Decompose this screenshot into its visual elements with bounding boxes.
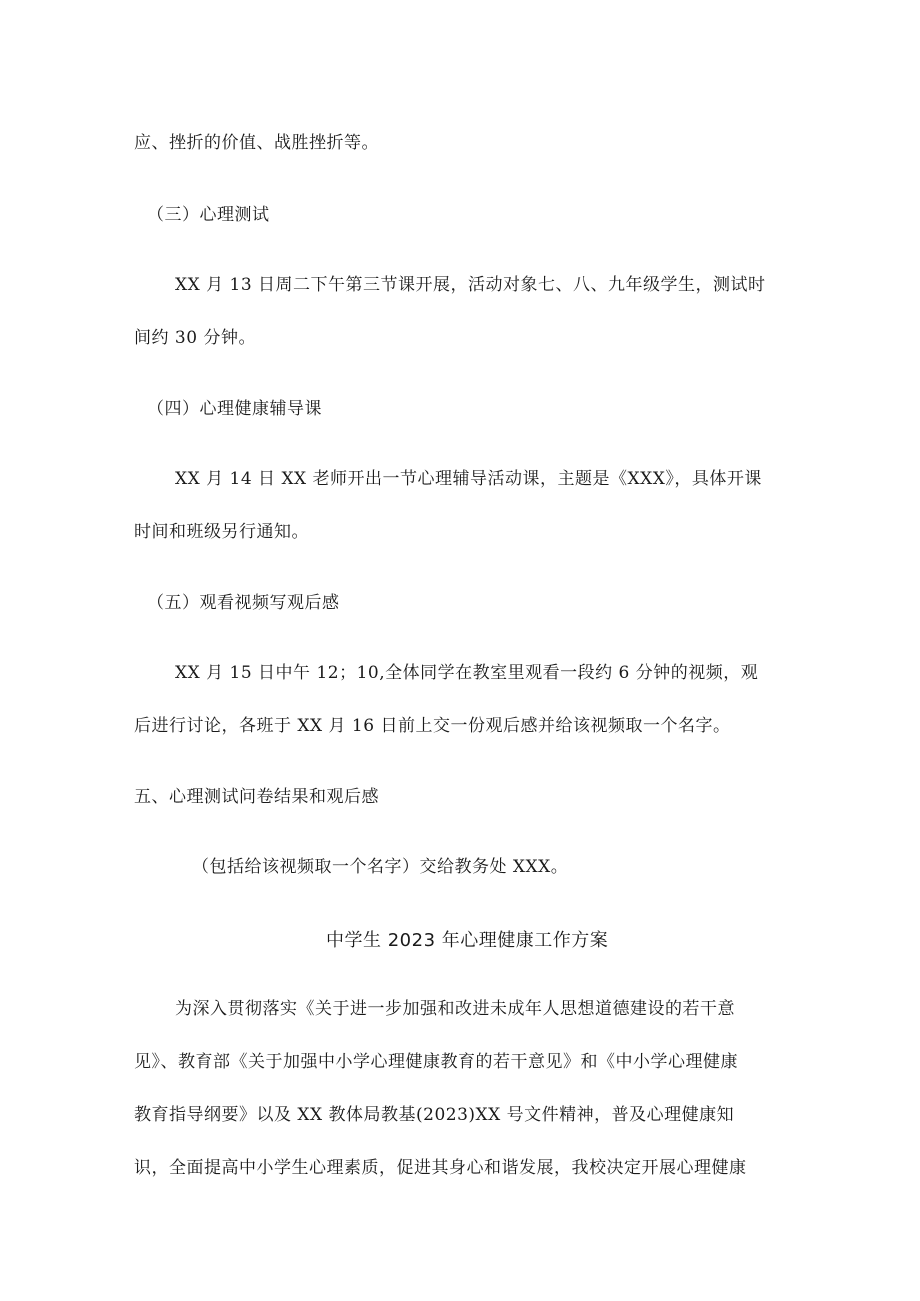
paragraph-line: XX 月 14 日 XX 老师开出一节心理辅导活动课，主题是《XXX》，具体开课 xyxy=(175,469,762,489)
document-title: 中学生 2023 年心理健康工作方案 xyxy=(326,930,609,951)
paragraph-line: 见》、教育部《关于加强中小学心理健康教育的若干意见》和《中小学心理健康 xyxy=(134,1052,738,1072)
paragraph-line: 间约 30 分钟。 xyxy=(134,328,256,348)
section-heading-five: （五）观看视频写观后感 xyxy=(147,593,340,613)
major-section-heading: 五、心理测试问卷结果和观后感 xyxy=(134,787,379,807)
paragraph-line: XX 月 13 日周二下午第三节课开展，活动对象七、八、九年级学生，测试时 xyxy=(175,275,766,295)
paragraph-line: 识，全面提高中小学生心理素质，促进其身心和谐发展，我校决定开展心理健康 xyxy=(134,1158,747,1178)
section-heading-three: （三）心理测试 xyxy=(147,205,270,225)
paragraph-line: 时间和班级另行通知。 xyxy=(134,522,309,542)
paragraph-line: XX 月 15 日中午 12；10,全体同学在教室里观看一段约 6 分钟的视频，观 xyxy=(175,663,759,683)
section-heading-four: （四）心理健康辅导课 xyxy=(147,399,322,419)
paragraph-line: 为深入贯彻落实《关于进一步加强和改进未成年人思想道德建设的若干意 xyxy=(175,999,735,1019)
paragraph-line: 教育指导纲要》以及 XX 教体局教基(2023)XX 号文件精神，普及心理健康知 xyxy=(134,1105,735,1125)
paragraph-line: 后进行讨论，各班于 XX 月 16 日前上交一份观后感并给该视频取一个名字。 xyxy=(134,716,731,736)
paragraph-line: 应、挫折的价值、战胜挫折等。 xyxy=(134,133,379,153)
paragraph-line: （包括给该视频取一个名字）交给教务处 XXX。 xyxy=(192,857,569,877)
